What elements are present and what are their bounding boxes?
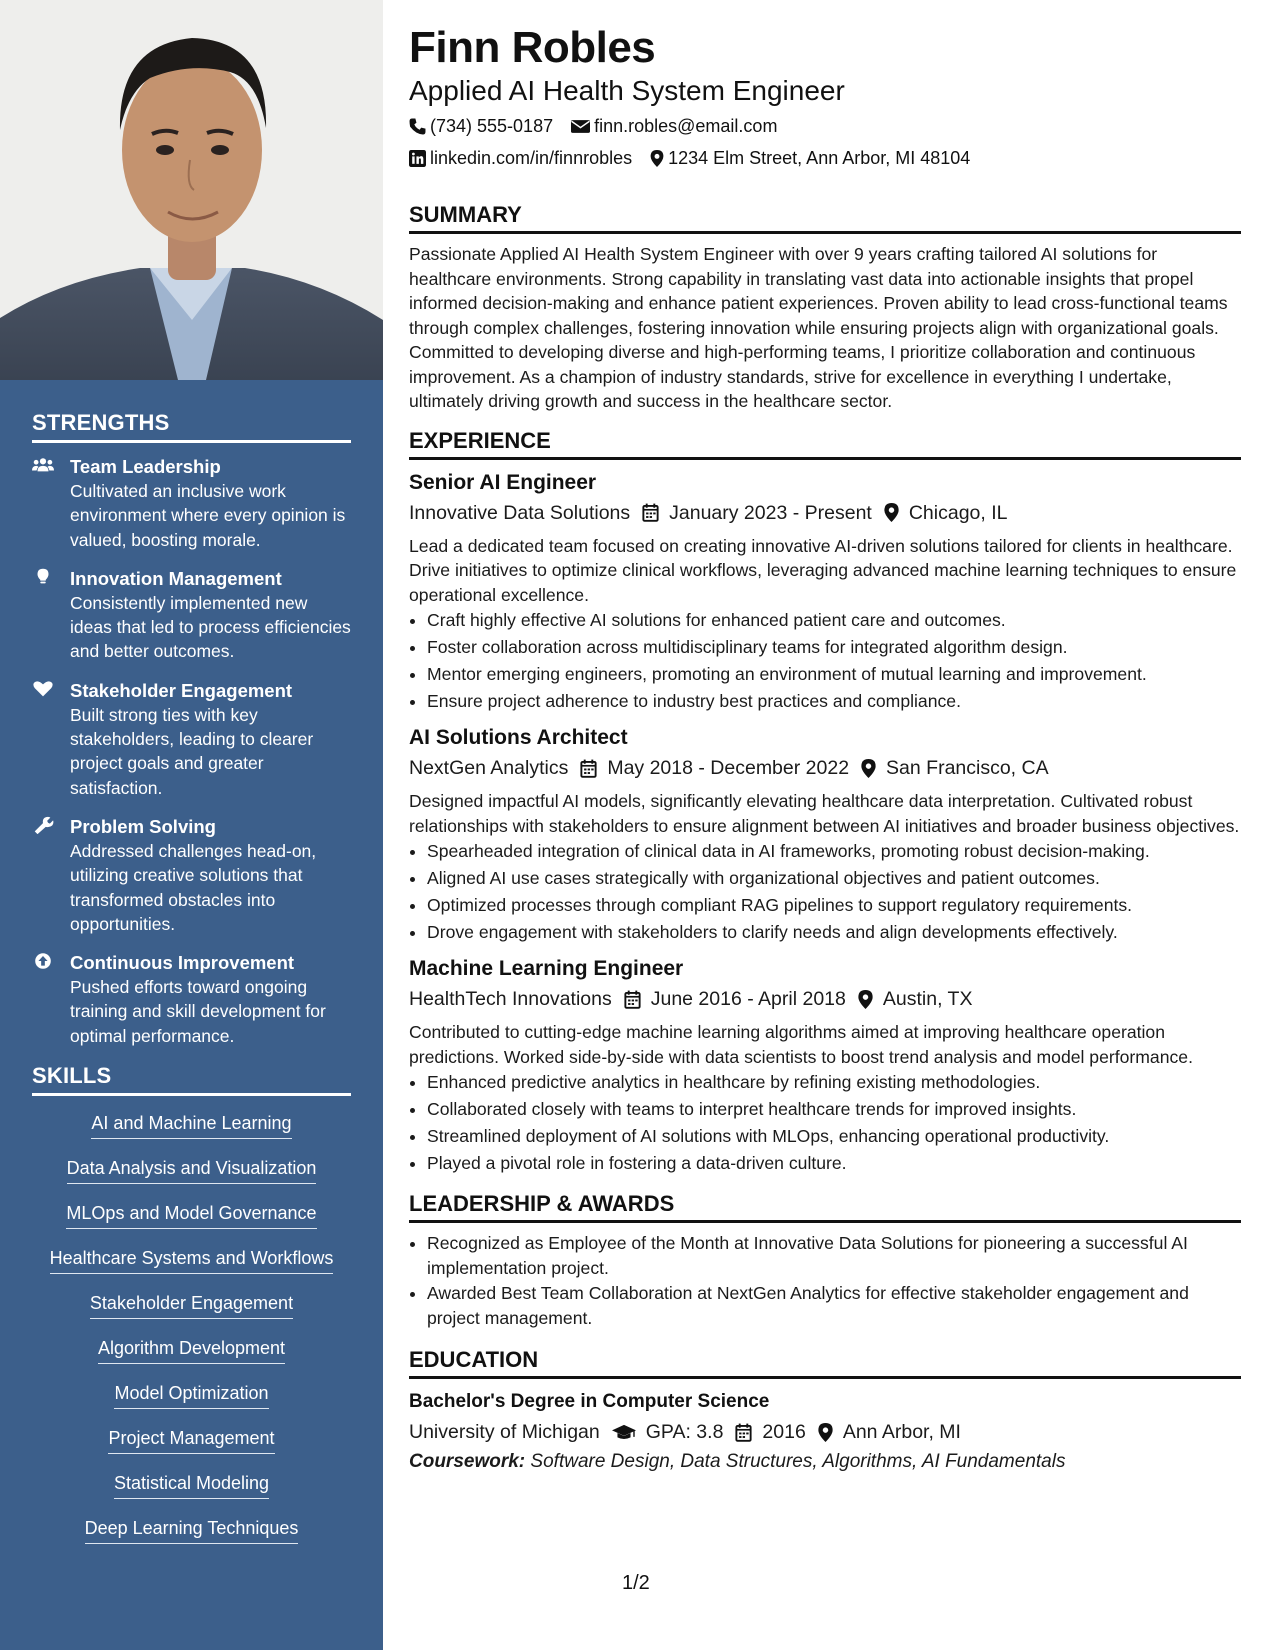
job-description: Designed impactful AI models, significantly elevating healthcare data interpretation. Cultivated robust relationships with stakeholders to ensure alignment between AI initiatives and broader business objectives. [409, 791, 1240, 836]
skill-item [32, 1335, 351, 1366]
list-item: • Collaborated closely with teams to interpret healthcare trends for improved insights. [427, 1096, 1241, 1123]
job-title: Machine Learning Engineer [409, 957, 684, 980]
awards-list [409, 1231, 1241, 1331]
arrow-up-circle-icon [32, 951, 70, 1048]
job-description: Lead a dedicated team focused on creating innovative AI-driven solutions tailored for clients in healthcare. Drive initiatives to optimize clinical workflows, leveraging advanced machine learning techniques to ensure operational excellence. [409, 535, 1237, 605]
linkedin-contact[interactable] [409, 142, 632, 174]
job-location: Chicago, IL [908, 501, 1008, 524]
calendar-icon [735, 1423, 752, 1442]
job-entry [409, 468, 1241, 716]
job-location: Austin, TX [882, 988, 973, 1010]
summary-heading: SUMMARY [409, 202, 1241, 234]
job-bullets [409, 838, 1241, 946]
heart-icon [32, 679, 70, 800]
users-icon [32, 455, 70, 552]
sidebar [0, 0, 383, 1650]
phone-icon [409, 118, 426, 135]
location-pin-icon [884, 503, 899, 522]
strength-desc: Built strong ties with key stakeholders, leading to clearer project goals and greater satisfaction. [70, 704, 314, 798]
education-heading: EDUCATION [409, 1347, 1241, 1379]
education-meta [409, 1417, 1241, 1447]
job-title: AI Solutions Architect [409, 726, 628, 749]
skill-item [32, 1470, 351, 1501]
job-dates: June 2016 - April 2018 [650, 988, 846, 1010]
job-title: Senior AI Engineer [409, 470, 597, 494]
awards-heading: LEADERSHIP & AWARDS [409, 1191, 1241, 1223]
strength-desc: Cultivated an inclusive work environment where every opinion is valued, boosting morale. [70, 481, 346, 550]
page-number: 1/2 [622, 1572, 650, 1594]
job-company: Innovative Data Solutions [409, 501, 631, 524]
list-item: • Foster collaboration across multidisciplinary teams for integrated algorithm design. [427, 634, 1241, 661]
skill-item [32, 1200, 351, 1231]
degree-title: Bachelor's Degree in Computer Science [409, 1391, 770, 1412]
list-item: • Craft highly effective AI solutions for enhanced patient care and outcomes. [427, 607, 1241, 634]
location-pin-icon [650, 150, 664, 167]
strength-title: Innovation Management [70, 567, 282, 589]
linkedin-icon [409, 150, 426, 167]
email-contact[interactable] [571, 110, 777, 142]
list-item: • Recognized as Employee of the Month at Innovative Data Solutions for pioneering a successful AI implementation project. [427, 1231, 1241, 1281]
list-item: • Spearheaded integration of clinical data in AI frameworks, promoting robust decision-making. [427, 838, 1241, 865]
phone-contact[interactable] [409, 110, 553, 142]
list-item: • Drove engagement with stakeholders to clarify needs and align developments effectively. [427, 919, 1241, 946]
job-entry [409, 723, 1241, 946]
contact-row-1 [409, 110, 1241, 142]
summary-text: Passionate Applied AI Health System Engineer with over 9 years crafting tailored AI solutions for healthcare environments. Strong capability in translating vast data into actionable insights that propel informed decision-making and enhance patient experiences. Proven ability to lead cross-functional teams through complex challenges, fostering innovation while ensuring projects align with organizational goals. Committed to developing diverse and high-performing teams, I prioritize collaboration and continuous improvement. As a champion of industry standards, strive for excellence in everything I undertake, ultimately driving growth and success in the healthcare sector. [409, 244, 1228, 411]
job-dates: January 2023 - Present [669, 501, 872, 524]
coursework [409, 1447, 1241, 1477]
wrench-icon [32, 815, 70, 936]
strength-desc: Addressed challenges head-on, utilizing creative solutions that transformed obstacles into opportunities. [70, 840, 317, 934]
strength-desc: Pushed efforts toward ongoing training and skill development for optimal performance. [70, 977, 326, 1046]
strength-desc: Consistently implemented new ideas that led to process efficiencies and better outcomes. [70, 592, 351, 662]
strength-item [32, 455, 351, 552]
gpa: GPA: 3.8 [645, 1421, 724, 1443]
school-location: Ann Arbor, MI [842, 1421, 961, 1443]
phone-number: (734) 555-0187 [430, 116, 554, 136]
skill-label: Data Analysis and Visualization [67, 1155, 317, 1184]
list-item: • Optimized processes through compliant RAG pipelines to support regulatory requirements. [427, 892, 1241, 919]
sidebar-content [32, 410, 351, 1560]
job-company: HealthTech Innovations [409, 988, 612, 1010]
list-item: • Mentor emerging engineers, promoting an environment of mutual learning and improvement. [427, 661, 1241, 688]
experience-heading: EXPERIENCE [409, 428, 1241, 460]
strengths-heading: STRENGTHS [32, 410, 351, 443]
coursework-label: Coursework: [409, 1451, 526, 1472]
skill-label: Project Management [108, 1425, 274, 1454]
skill-item [32, 1380, 351, 1411]
candidate-title: Applied AI Health System Engineer [409, 75, 845, 106]
strength-item [32, 567, 351, 664]
candidate-name: Finn Robles [409, 23, 656, 72]
list-item: • Awarded Best Team Collaboration at NextGen Analytics for effective stakeholder engagement and project management. [427, 1281, 1241, 1331]
school-name: University of Michigan [409, 1421, 600, 1443]
list-item: • Played a pivotal role in fostering a data-driven culture. [427, 1150, 1241, 1177]
skill-label: Deep Learning Techniques [85, 1515, 299, 1544]
location-pin-icon [858, 990, 873, 1009]
address-contact [650, 142, 970, 174]
location-pin-icon [861, 759, 876, 778]
profile-photo [0, 0, 383, 380]
skill-item [32, 1110, 351, 1141]
calendar-icon [642, 503, 659, 522]
strength-title: Team Leadership [70, 456, 221, 477]
list-item: • Streamlined deployment of AI solutions with MLOps, enhancing operational productivity. [427, 1123, 1241, 1150]
strength-item [32, 679, 351, 800]
skill-item [32, 1515, 351, 1546]
job-entry [409, 954, 1241, 1177]
skill-label: Stakeholder Engagement [90, 1290, 293, 1319]
calendar-icon [624, 990, 641, 1009]
contact-row-2 [409, 142, 1241, 174]
job-bullets [409, 607, 1241, 715]
job-company: NextGen Analytics [409, 757, 569, 779]
job-dates: May 2018 - December 2022 [607, 757, 850, 779]
main-content [409, 20, 1241, 1477]
skill-label: Healthcare Systems and Workflows [50, 1245, 334, 1274]
job-description: Contributed to cutting-edge machine learning algorithms aimed at improving healthcare operation predictions. Worked side-by-side with data scientists to boost trend analysis and model performance. [409, 1022, 1193, 1067]
list-item: • Ensure project adherence to industry best practices and compliance. [427, 688, 1241, 715]
job-meta [409, 753, 1241, 783]
skill-item [32, 1425, 351, 1456]
skill-label: Model Optimization [114, 1380, 268, 1409]
list-item: • Enhanced predictive analytics in healthcare by refining existing methodologies. [427, 1069, 1241, 1096]
skills-heading: SKILLS [32, 1063, 351, 1096]
calendar-icon [580, 759, 597, 778]
skill-label: AI and Machine Learning [91, 1110, 291, 1139]
skill-label: Statistical Modeling [114, 1470, 269, 1499]
skill-item [32, 1245, 351, 1276]
strength-title: Stakeholder Engagement [70, 679, 293, 701]
graduation-year: 2016 [762, 1421, 806, 1443]
job-bullets [409, 1069, 1241, 1177]
coursework-list: Software Design, Data Structures, Algorithms, AI Fundamentals [530, 1451, 1066, 1472]
location-pin-icon [818, 1423, 833, 1442]
portrait-illustration [0, 0, 383, 380]
email-address: finn.robles@email.com [594, 116, 778, 136]
linkedin-url: linkedin.com/in/finnrobles [430, 148, 633, 168]
graduation-cap-icon [612, 1423, 636, 1442]
skill-item [32, 1290, 351, 1321]
strength-title: Problem Solving [70, 815, 216, 837]
strength-item [32, 951, 351, 1048]
skill-label: Algorithm Development [98, 1335, 285, 1364]
job-location: San Francisco, CA [886, 757, 1049, 779]
strength-item [32, 815, 351, 936]
list-item: • Aligned AI use cases strategically with organizational objectives and patient outcomes. [427, 865, 1241, 892]
envelope-icon [571, 118, 590, 135]
job-meta [409, 984, 1241, 1014]
lightbulb-icon [32, 567, 70, 664]
address-text: 1234 Elm Street, Ann Arbor, MI 48104 [668, 148, 971, 168]
skill-label: MLOps and Model Governance [66, 1200, 316, 1229]
skill-item [32, 1155, 351, 1186]
job-meta [409, 498, 1241, 528]
strength-title: Continuous Improvement [70, 952, 295, 974]
